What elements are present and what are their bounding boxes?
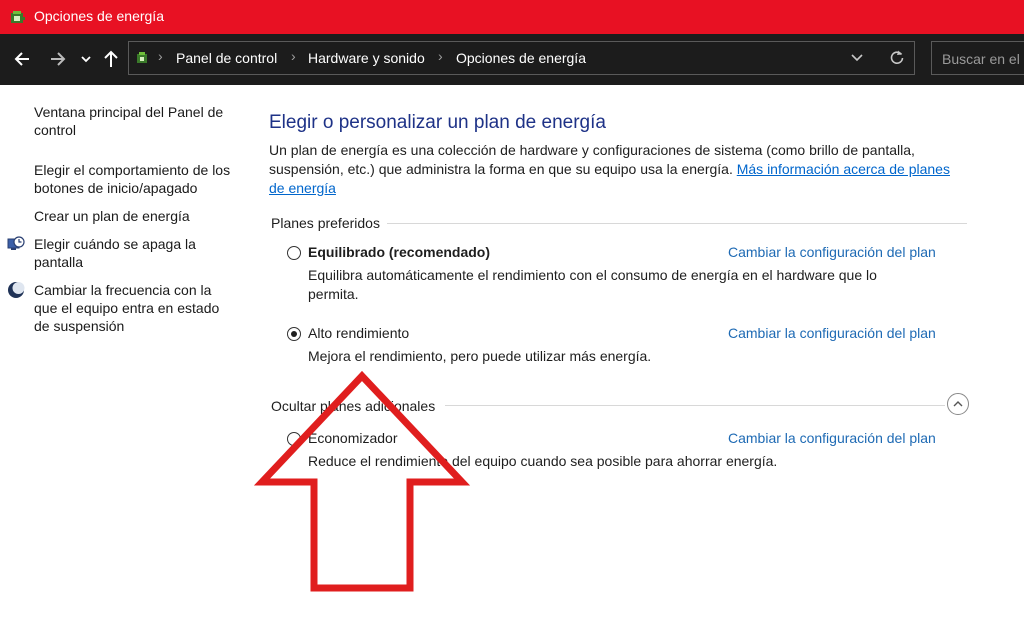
plan-balanced-radio[interactable] (287, 246, 301, 260)
search-input[interactable] (932, 42, 1024, 76)
monitor-clock-icon (7, 235, 25, 253)
breadcrumb-separator: › (438, 48, 443, 64)
sidebar-item-power-buttons[interactable]: Elegir el comportamiento de los botones de inicio/apagado (34, 162, 231, 196)
address-bar[interactable] (128, 41, 915, 75)
additional-plans-label[interactable]: Ocultar planes adicionales (271, 398, 436, 414)
power-options-icon (9, 8, 27, 26)
plan-power-saver-change-link[interactable]: Cambiar la configuración del plan (728, 430, 936, 446)
group-divider (387, 223, 967, 224)
plan-high-performance-radio[interactable] (287, 327, 301, 341)
breadcrumb-hardware-sound[interactable]: Hardware y sonido (308, 50, 425, 66)
group-divider (445, 405, 945, 406)
title-bar (0, 0, 1024, 34)
plan-high-performance-description: Mejora el rendimiento, pero puede utilizar más energía. (308, 348, 652, 364)
sidebar-item-control-panel-home[interactable]: Ventana principal del Panel de control (34, 104, 224, 138)
address-dropdown-icon[interactable] (850, 47, 864, 72)
plan-high-performance-name[interactable]: Alto rendimiento (308, 325, 410, 341)
description-text: Un plan de energía es una colección de hardware y configuraciones de sistema (como brillo de pantalla, suspensión, etc.) que administra la forma en que su equipo usa la energía. (269, 142, 915, 177)
control-panel-icon (134, 49, 152, 67)
sidebar-item-create-plan[interactable]: Crear un plan de energía (34, 208, 190, 224)
breadcrumb-separator: › (291, 48, 296, 64)
chevron-down-icon[interactable] (79, 46, 93, 72)
preferred-plans-label: Planes preferidos (271, 215, 380, 231)
plan-power-saver-name[interactable]: Economizador (308, 430, 398, 446)
plan-high-performance-change-link[interactable]: Cambiar la configuración del plan (728, 325, 936, 341)
up-arrow-icon[interactable] (100, 46, 122, 72)
more-info-link[interactable]: Más información acerca de planes de energía (269, 161, 950, 196)
search-box[interactable] (931, 41, 1024, 75)
sidebar-item-display-off[interactable]: Elegir cuándo se apaga la pantalla (34, 236, 196, 270)
plan-balanced-change-link[interactable]: Cambiar la configuración del plan (728, 244, 936, 260)
page-description (269, 141, 969, 198)
plan-power-saver-description: Reduce el rendimiento del equipo cuando sea posible para ahorrar energía. (308, 453, 778, 469)
window-title: Opciones de energía (34, 8, 164, 24)
sidebar-item-sleep[interactable]: Cambiar la frecuencia con la que el equipo entra en estado de suspensión (34, 282, 220, 334)
breadcrumb-separator: › (158, 48, 163, 64)
plan-balanced-name[interactable]: Equilibrado (recomendado) (308, 244, 491, 260)
moon-icon (7, 281, 25, 299)
collapse-plans-button[interactable] (947, 393, 969, 415)
refresh-icon[interactable] (889, 47, 905, 72)
plan-power-saver-radio[interactable] (287, 432, 301, 446)
back-arrow-icon[interactable] (10, 46, 34, 72)
breadcrumb-control-panel[interactable]: Panel de control (176, 50, 278, 66)
forward-arrow-icon[interactable] (46, 46, 70, 72)
page-title: Elegir o personalizar un plan de energía (269, 112, 606, 133)
plan-balanced-description: Equilibra automáticamente el rendimiento con el consumo de energía en el hardware que lo permita. (308, 267, 877, 302)
breadcrumb-power-options[interactable]: Opciones de energía (456, 50, 586, 66)
